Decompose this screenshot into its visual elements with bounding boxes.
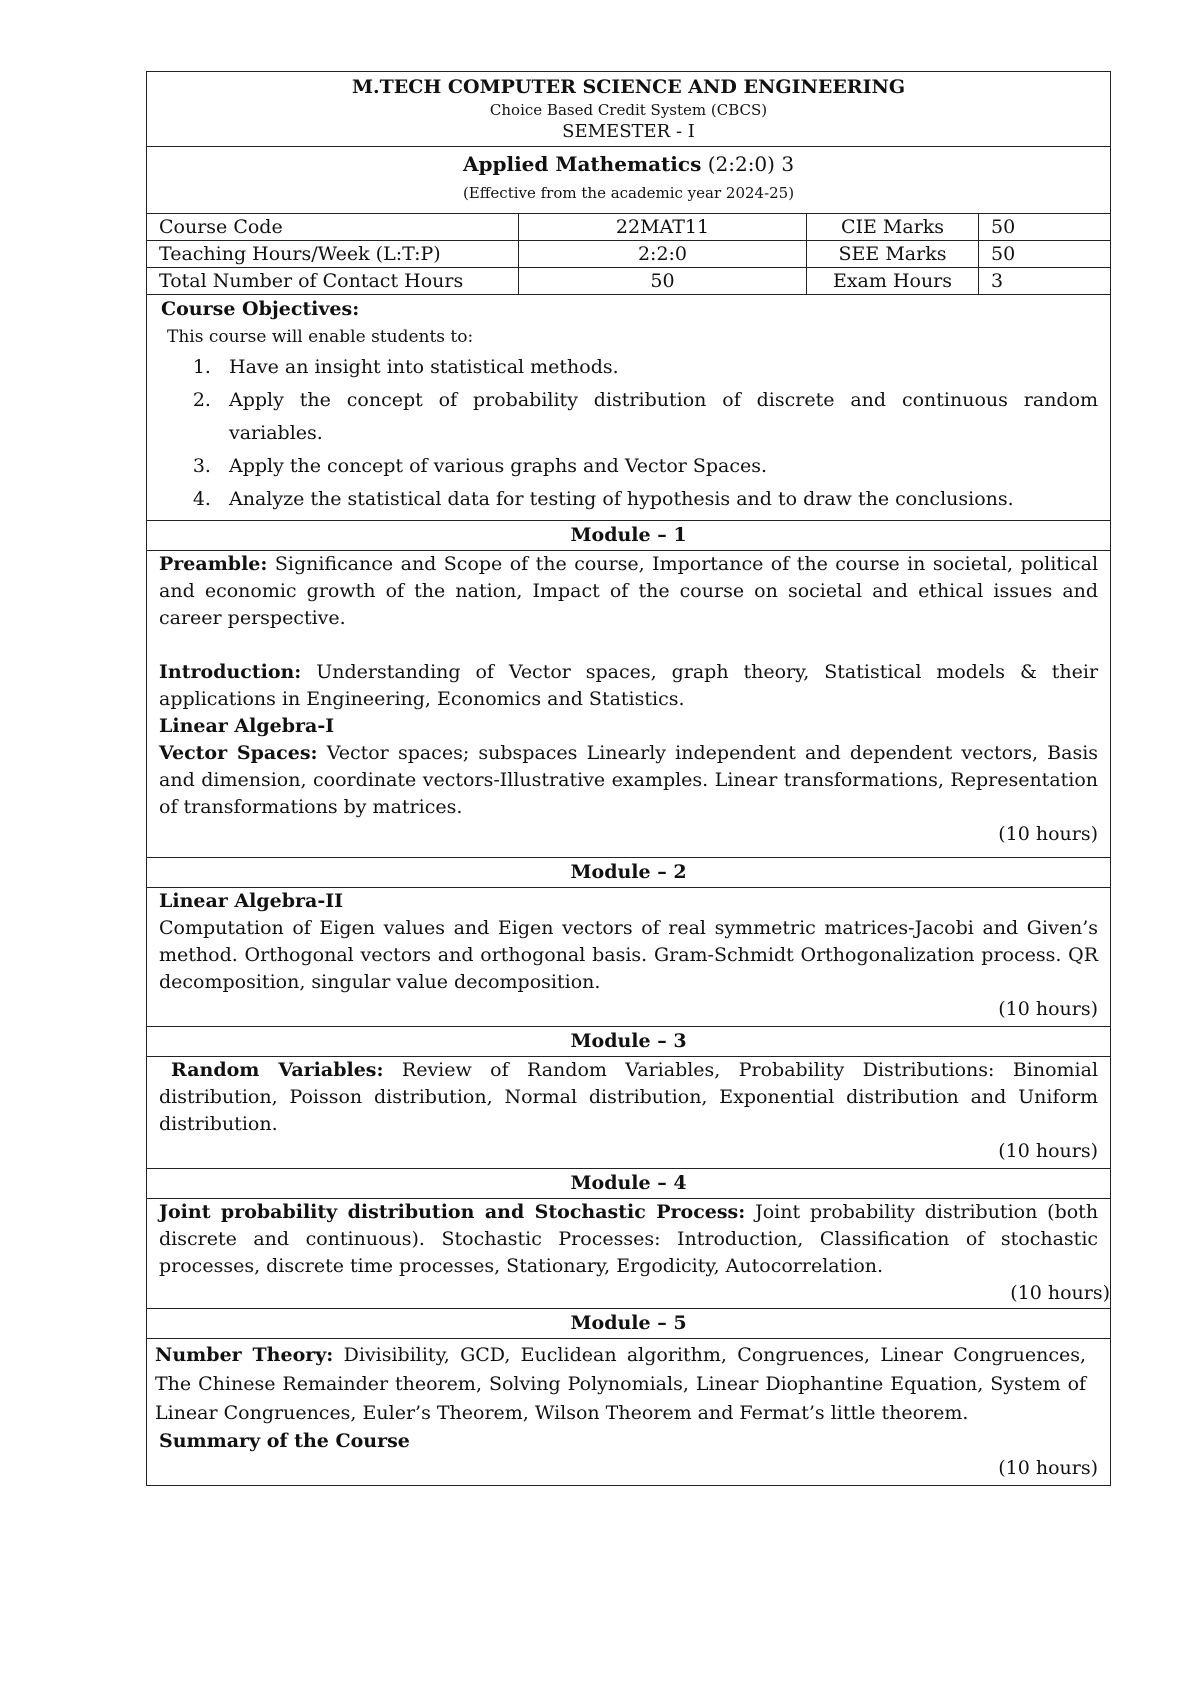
- module-body: [147, 888, 1111, 1027]
- module-heading: Module – 5: [147, 1309, 1111, 1339]
- info-row: [147, 214, 1111, 241]
- program-title: M.TECH COMPUTER SCIENCE AND ENGINEERING: [351, 76, 906, 98]
- module-body: [147, 551, 1111, 858]
- info-row: [147, 241, 1111, 268]
- module-subheading: Linear Algebra-I: [159, 715, 335, 737]
- module-hours: (10 hours): [998, 998, 1099, 1020]
- module-body: [147, 1199, 1111, 1309]
- info-row: [147, 268, 1111, 295]
- intro-label: Introduction:: [159, 661, 302, 683]
- credit-system: Choice Based Credit System (CBCS): [489, 101, 768, 119]
- objective-item: 2. Apply the concept of probability distribution of discrete and continuous random variables.: [217, 384, 1098, 450]
- preamble-text: Significance and Scope of the course, Importance of the course in societal, political and economic growth of the nation, Impact of the course on societal and ethical issues and career perspective.: [159, 553, 1099, 629]
- topic-label: Number Theory:: [155, 1344, 334, 1366]
- preamble-label: Preamble:: [159, 553, 268, 575]
- info-label2: CIE Marks: [807, 214, 979, 241]
- objectives-list: [147, 351, 1098, 516]
- info-label: Course Code: [147, 214, 519, 241]
- info-value: 22MAT11: [519, 214, 807, 241]
- topic-text: Joint probability distribution (both discrete and continuous). Stochastic Processes: Introduction, Classification of stochastic processes, discrete time processes, Stationary, Ergodicity, Autocorrelation.: [159, 1201, 1099, 1277]
- info-value2: 50: [979, 241, 1111, 268]
- topic-text: Divisibility, GCD, Euclidean algorithm, Congruences, Linear Congruences, The Chinese Remainder theorem, Solving Polynomials, Linear Diophantine Equation, System of Linear Congruences, Euler’s Theorem, Wilson Theorem and Fermat’s little theorem.: [155, 1344, 1087, 1424]
- module-hours: (10 hours): [998, 823, 1099, 845]
- module-heading: Module – 2: [147, 858, 1111, 888]
- module-heading: Module – 4: [147, 1169, 1111, 1199]
- info-label: Total Number of Contact Hours: [147, 268, 519, 295]
- program-header-row: [147, 72, 1111, 147]
- module-header: [147, 1027, 1111, 1057]
- module-text: Computation of Eigen values and Eigen vectors of real symmetric matrices-Jacobi and Given’s method. Orthogonal vectors and orthogonal basis. Gram-Schmidt Orthogonalization process. QR decomposition, singular value decomposition.: [159, 917, 1099, 993]
- topic-label: Vector Spaces:: [159, 742, 318, 764]
- info-value2: 50: [979, 214, 1111, 241]
- syllabus-document: [146, 71, 1110, 1486]
- topic-label: Joint probability distribution and Stochastic Process:: [159, 1201, 746, 1223]
- objectives-row: [147, 295, 1111, 521]
- course-title: Applied Mathematics: [462, 152, 702, 176]
- objectives-lead: This course will enable students to:: [167, 327, 474, 347]
- module-body: [147, 1057, 1111, 1169]
- module-header: [147, 858, 1111, 888]
- module-header: [147, 1309, 1111, 1339]
- topic-text: Review of Random Variables, Probability Distributions: Binomial distribution, Poisson distribution, Normal distribution, Exponential distribution and Uniform distribution.: [159, 1059, 1099, 1135]
- module-body: [147, 1339, 1111, 1486]
- effective-year: (Effective from the academic year 2024-25): [462, 184, 795, 202]
- objective-item: 1. Have an insight into statistical methods.: [217, 351, 1098, 384]
- module-hours: (10 hours): [1010, 1282, 1111, 1304]
- info-label: Teaching Hours/Week (L:T:P): [147, 241, 519, 268]
- info-value: 2:2:0: [519, 241, 807, 268]
- info-value: 50: [519, 268, 807, 295]
- topic-label: Random Variables:: [171, 1059, 384, 1081]
- module-heading: Module – 3: [147, 1027, 1111, 1057]
- course-credits: (2:2:0) 3: [707, 152, 795, 176]
- module-hours: (10 hours): [998, 1457, 1099, 1479]
- module-hours: (10 hours): [998, 1140, 1099, 1162]
- objective-item: 4. Analyze the statistical data for testing of hypothesis and to draw the conclusions.: [217, 483, 1098, 516]
- info-label2: SEE Marks: [807, 241, 979, 268]
- topic-text: Vector spaces; subspaces Linearly independent and dependent vectors, Basis and dimension, coordinate vectors-Illustrative examples. Linear transformations, Representation of transformations by matrices.: [159, 742, 1099, 818]
- semester-label: SEMESTER - I: [562, 121, 695, 142]
- module-header: [147, 1169, 1111, 1199]
- module-subheading: Linear Algebra-II: [159, 890, 344, 912]
- module-heading: Module – 1: [147, 521, 1111, 551]
- info-label2: Exam Hours: [807, 268, 979, 295]
- module-header: [147, 521, 1111, 551]
- info-value2: 3: [979, 268, 1111, 295]
- objective-item: 3. Apply the concept of various graphs and Vector Spaces.: [217, 450, 1098, 483]
- course-summary: Summary of the Course: [159, 1430, 410, 1452]
- objectives-title: Course Objectives:: [161, 298, 360, 320]
- course-title-row: [147, 147, 1111, 214]
- syllabus-table: [146, 71, 1111, 1486]
- intro-text: Understanding of Vector spaces, graph theory, Statistical models & their applications in Engineering, Economics and Statistics.: [159, 661, 1099, 710]
